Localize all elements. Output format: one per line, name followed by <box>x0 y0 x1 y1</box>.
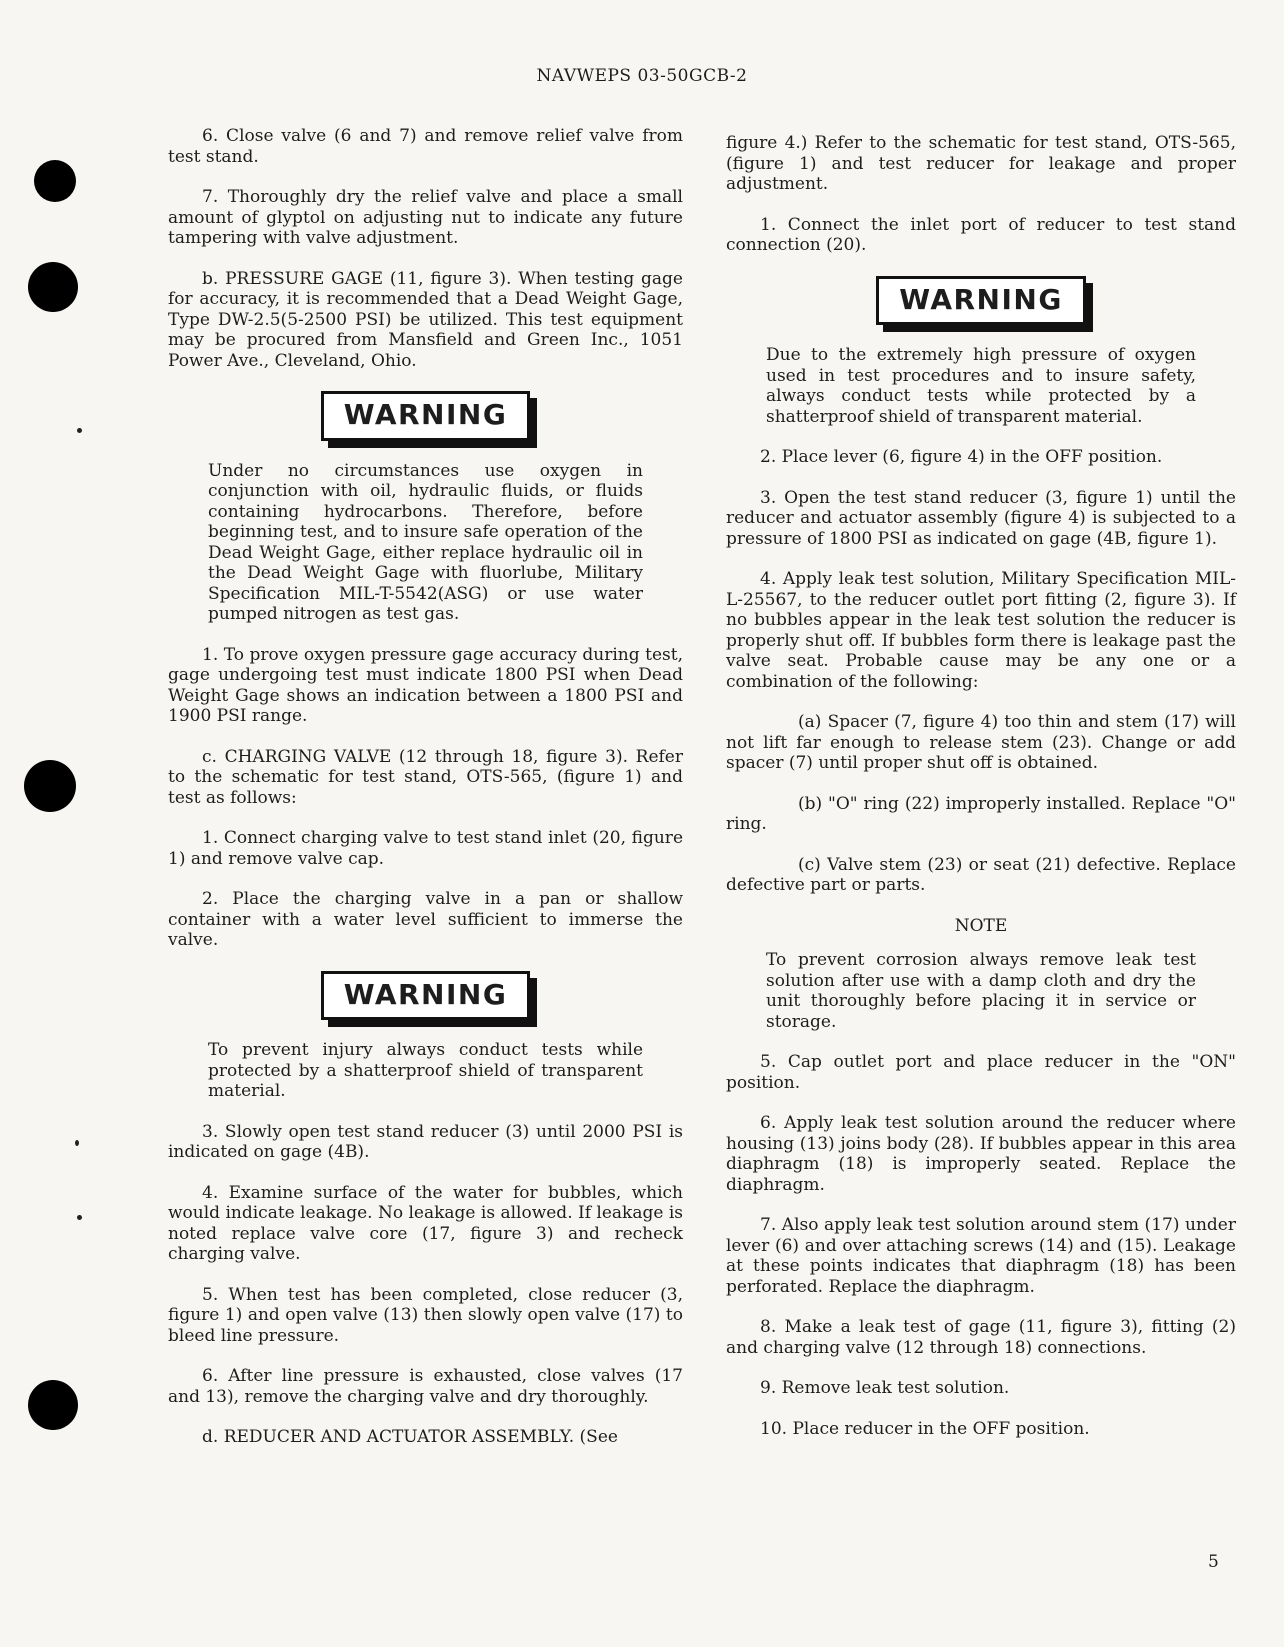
warning-label: WARNING <box>321 971 531 1021</box>
reducer-actuator-paragraph: d. REDUCER AND ACTUATOR ASSEMBLY. (See <box>202 1427 618 1447</box>
warning-text: Due to the extremely high pressure of oxygen used in test procedures and to insure safety, always conduct tests while protected by a shatterproof shield of transparent material. <box>766 345 1196 427</box>
warning-text: Under no circumstances use oxygen in conjunction with oil, hydraulic fluids, or fluids containing hydrocarbons. Therefore, before beginning test, and to insure safe operation of the Dead Weight Gage, either replace hydraulic oil in the Dead Weight Gage with fluorlube, Military Specification MIL-T-5542(ASG) or use water pumped nitrogen as test gas. <box>208 460 643 624</box>
speck <box>77 428 82 433</box>
reducer-step-7-paragraph: 7. Also apply leak test solution around stem (17) under lever (6) and over attaching screws (14) and (15). Leakage at these points indicates that diaphragm (18) has been perforated. Replace the diaphragm. <box>726 1215 1236 1297</box>
reducer-step-8-paragraph: 8. Make a leak test of gage (11, figure 3), fitting (2) and charging valve (12 through 18) connections. <box>726 1317 1236 1358</box>
reducer-step-1-paragraph: 1. Connect the inlet port of reducer to test stand connection (20). <box>726 214 1236 255</box>
document-header: NAVWEPS 03-50GCB-2 <box>536 66 748 86</box>
warning-label: WARNING <box>876 276 1086 326</box>
warning-label: WARNING <box>321 391 531 441</box>
speck <box>75 1140 79 1146</box>
reducer-step-2-paragraph: 2. Place lever (6, figure 4) in the OFF position. <box>760 447 1163 467</box>
charging-step-2-paragraph: 2. Place the charging valve in a pan or shallow container with a water level sufficient to immerse the valve. <box>168 889 683 950</box>
right-column <box>726 133 1236 1459</box>
pressure-gage-paragraph: b. PRESSURE GAGE (11, figure 3). When testing gage for accuracy, it is recommended that a Dead Weight Gage, Type DW-2.5(5-2500 PSI) be utilized. This test equipment may be procured from Mansfield and Green Inc., 1051 Power Ave., Cleveland, Ohio. <box>168 268 683 371</box>
warning-box <box>168 971 683 1021</box>
warning-box <box>168 391 683 441</box>
reducer-step-10-paragraph: 10. Place reducer in the OFF position. <box>760 1418 1090 1439</box>
charging-step-5-paragraph: 5. When test has been completed, close reducer (3, figure 1) and open valve (13) then slowly open valve (17) to bleed line pressure. <box>168 1284 683 1346</box>
binder-hole <box>28 1380 78 1430</box>
note-text: To prevent corrosion always remove leak test solution after use with a damp cloth and dry the unit thoroughly before placing it in service or storage. <box>766 950 1196 1032</box>
page-number: 5 <box>1208 1552 1219 1572</box>
cause-c-paragraph: (c) Valve stem (23) or seat (21) defective. Replace defective part or parts. <box>726 854 1236 895</box>
binder-hole <box>28 262 78 312</box>
speck <box>77 1215 82 1220</box>
gage-step-1-paragraph: 1. To prove oxygen pressure gage accuracy during test, gage undergoing test must indicate 1800 PSI when Dead Weight Gage shows an indication between a 1800 PSI and 1900 PSI range. <box>168 644 683 726</box>
warning-box <box>726 276 1236 326</box>
step-7-paragraph: 7. Thoroughly dry the relief valve and place a small amount of glyptol on adjusting nut to indicate any future tampering with valve adjustment. <box>168 187 683 248</box>
step-6-paragraph: 6. Close valve (6 and 7) and remove relief valve from test stand. <box>168 126 683 167</box>
charging-valve-paragraph: c. CHARGING VALVE (12 through 18, figure 3). Refer to the schematic for test stand, OTS-565, (figure 1) and test as follows: <box>168 746 683 808</box>
cause-b-paragraph: (b) "O" ring (22) improperly installed. Replace "O" ring. <box>726 793 1236 834</box>
cause-a-paragraph: (a) Spacer (7, figure 4) too thin and stem (17) will not lift far enough to release stem (23). Change or add spacer (7) until proper shut off is obtained. <box>726 712 1236 773</box>
reducer-step-4-paragraph: 4. Apply leak test solution, Military Specification MIL-L-25567, to the reducer outlet port fitting (2, figure 3). If no bubbles appear in the leak test solution the reducer is properly shut off. If bubbles form there is leakage past the valve seat. Probable cause may be any one or a combination of the following: <box>726 569 1236 692</box>
binder-hole <box>24 760 76 812</box>
reducer-step-5-paragraph: 5. Cap outlet port and place reducer in the "ON" position. <box>726 1052 1236 1093</box>
charging-step-6-paragraph: 6. After line pressure is exhausted, close valves (17 and 13), remove the charging valve and dry thoroughly. <box>168 1366 683 1407</box>
binder-hole <box>34 160 76 202</box>
reducer-step-6-paragraph: 6. Apply leak test solution around the reducer where housing (13) joins body (28). If bubbles appear in this area diaphragm (18) is improperly seated. Replace the diaphragm. <box>726 1113 1236 1195</box>
continued-paragraph: figure 4.) Refer to the schematic for test stand, OTS-565, (figure 1) and test reducer for leakage and proper adjustment. <box>726 133 1236 194</box>
reducer-step-3-paragraph: 3. Open the test stand reducer (3, figure 1) until the reducer and actuator assembly (figure 4) is subjected to a pressure of 1800 PSI as indicated on gage (4B, figure 1). <box>726 487 1236 549</box>
left-column <box>168 126 683 1468</box>
charging-step-3-paragraph: 3. Slowly open test stand reducer (3) until 2000 PSI is indicated on gage (4B). <box>168 1121 683 1162</box>
note-title: NOTE <box>954 915 1008 936</box>
warning-text: To prevent injury always conduct tests while protected by a shatterproof shield of transparent material. <box>208 1040 643 1101</box>
reducer-step-9-paragraph: 9. Remove leak test solution. <box>760 1378 1010 1398</box>
charging-step-4-paragraph: 4. Examine surface of the water for bubbles, which would indicate leakage. No leakage is allowed. If leakage is noted replace valve core (17, figure 3) and recheck charging valve. <box>168 1182 683 1264</box>
charging-step-1-paragraph: 1. Connect charging valve to test stand inlet (20, figure 1) and remove valve cap. <box>168 828 683 869</box>
